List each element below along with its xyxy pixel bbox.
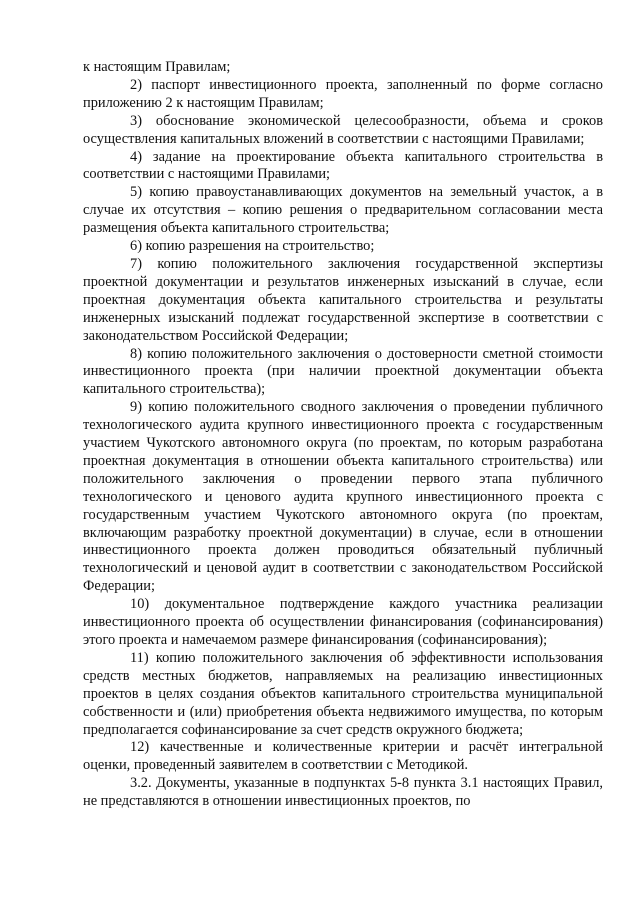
paragraph-item-8: 8) копию положительного заключения о достоверности сметной стоимости инвестиционного проекта (при наличии проектной документации объекта капитального строительства); bbox=[83, 345, 603, 398]
document-page bbox=[83, 59, 603, 811]
paragraph-section-3-2: 3.2. Документы, указанные в подпунктах 5-8 пункта 3.1 настоящих Правил, не представляются в отношении инвестиционных проектов, по bbox=[83, 775, 603, 810]
paragraph-item-9: 9) копию положительного сводного заключения о проведении публичного технологического аудита крупного инвестиционного проекта с государственным участием Чукотского автономного округа (по проектам, по которым разработана проектная документация в отношении объекта капитального строительства) или положительного заключения о проведении первого этапа публичного технологического и ценового аудита крупного инвестиционного проекта с государственным участием Чукотского автономного округа (по проектам, включающим разработку проектной документации) в случае, если в отношении инвестиционного проекта должен проводиться обязательный публичный технологический и ценовой аудит в соответствии с законодательством Российской Федерации; bbox=[83, 399, 603, 595]
paragraph-item-4: 4) задание на проектирование объекта капитального строительства в соответствии с настоящими Правилами; bbox=[83, 148, 603, 183]
paragraph-item-6: 6) копию разрешения на строительство; bbox=[130, 238, 375, 255]
paragraph-item-3: 3) обоснование экономической целесообразности, объема и сроков осуществления капитальных вложений в соответствии с настоящими Правилами; bbox=[83, 112, 603, 147]
paragraph-item-11: 11) копию положительного заключения об эффективности использования средств местных бюджетов, направляемых на реализацию инвестиционных проектов в целях создания объектов капитального строительства муниципальной собственности и (или) приобретения объекта недвижимого имущества, по которым предполагается софинансирование за счет средств окружного бюджета; bbox=[83, 649, 603, 738]
paragraph-item-5: 5) копию правоустанавливающих документов на земельный участок, а в случае их отсутствия – копию решения о предварительном согласовании места размещения объекта капитального строительства; bbox=[83, 184, 603, 237]
paragraph-item-12: 12) качественные и количественные критерии и расчёт интегральной оценки, проведенный заявителем в соответствии с Методикой. bbox=[83, 739, 603, 774]
paragraph-item-10: 10) документальное подтверждение каждого участника реализации инвестиционного проекта об осуществлении финансирования (софинансирования) этого проекта и намечаемом размере финансирования (софинансирования); bbox=[83, 596, 603, 648]
paragraph-continuation: к настоящим Правилам; bbox=[83, 59, 231, 75]
paragraph-item-7: 7) копию положительного заключения государственной экспертизы проектной документации и результатов инженерных изысканий в случае, если проектная документация объекта капитального строительства и результаты инженерных изысканий подлежат государственной экспертизе в соответствии с законодательством Российской Федерации; bbox=[83, 255, 603, 344]
paragraph-item-2: 2) паспорт инвестиционного проекта, заполненный по форме согласно приложению 2 к настоящим Правилам; bbox=[83, 76, 603, 111]
